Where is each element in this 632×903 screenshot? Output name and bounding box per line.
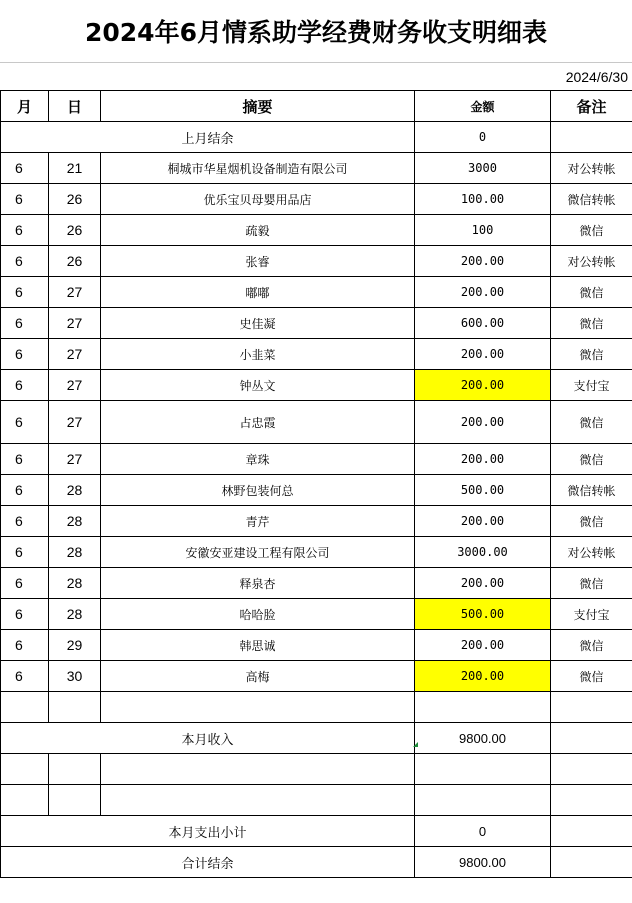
row-note: 对公转帐 <box>551 153 632 184</box>
blank-row <box>1 754 632 785</box>
row-summary: 安徽安亚建设工程有限公司 <box>101 537 415 568</box>
row-amount: 200.00 <box>415 277 551 308</box>
header-row <box>1 91 632 122</box>
blank-summary <box>101 692 415 723</box>
row-amount: 200.00 <box>415 630 551 661</box>
row-note: 微信 <box>551 339 632 370</box>
row-amount: 3000.00 <box>415 537 551 568</box>
row-summary: 占忠霞 <box>101 401 415 444</box>
table-row <box>1 475 632 506</box>
row-month: 6 <box>1 568 49 599</box>
row-day: 27 <box>49 370 101 401</box>
row-note: 微信 <box>551 401 632 444</box>
blank-month <box>1 692 49 723</box>
row-summary: 释泉杏 <box>101 568 415 599</box>
blank-row <box>1 785 632 816</box>
row-month: 6 <box>1 444 49 475</box>
income-row-amount: 9800.00 <box>415 723 551 754</box>
blank-amount <box>415 692 551 723</box>
blank-note <box>551 692 632 723</box>
row-day: 27 <box>49 277 101 308</box>
row-amount: 200.00 <box>415 246 551 277</box>
blank-month <box>1 754 49 785</box>
row-summary: 韩思诚 <box>101 630 415 661</box>
row-note: 微信 <box>551 568 632 599</box>
expense-row-note <box>551 816 632 847</box>
opening-amount: 0 <box>415 122 551 153</box>
header-amount: 金额 <box>415 91 551 122</box>
row-day: 28 <box>49 475 101 506</box>
row-amount: 100.00 <box>415 184 551 215</box>
row-summary: 钟丛文 <box>101 370 415 401</box>
table-row <box>1 401 632 444</box>
row-summary: 高梅 <box>101 661 415 692</box>
table-row <box>1 599 632 630</box>
comment-marker-icon <box>413 742 418 747</box>
table-row <box>1 153 632 184</box>
header-note: 备注 <box>551 91 632 122</box>
expense-row-label: 本月支出小计 <box>1 816 415 847</box>
row-month: 6 <box>1 246 49 277</box>
row-month: 6 <box>1 339 49 370</box>
row-day: 27 <box>49 308 101 339</box>
balance-row-note <box>551 847 632 878</box>
balance-row-label: 合计结余 <box>1 847 415 878</box>
row-month: 6 <box>1 370 49 401</box>
row-amount: 200.00 <box>415 444 551 475</box>
opening-note <box>551 122 632 153</box>
row-note: 支付宝 <box>551 370 632 401</box>
row-month: 6 <box>1 537 49 568</box>
balance-row-amount: 9800.00 <box>415 847 551 878</box>
income-row-label: 本月收入 <box>1 723 415 754</box>
row-day: 21 <box>49 153 101 184</box>
row-note: 微信 <box>551 308 632 339</box>
row-month: 6 <box>1 661 49 692</box>
row-amount: 200.00 <box>415 401 551 444</box>
row-note: 微信 <box>551 506 632 537</box>
row-day: 28 <box>49 599 101 630</box>
row-amount: 3000 <box>415 153 551 184</box>
row-month: 6 <box>1 506 49 537</box>
table-row <box>1 444 632 475</box>
row-note: 对公转帐 <box>551 246 632 277</box>
row-summary: 章珠 <box>101 444 415 475</box>
row-amount: 100 <box>415 215 551 246</box>
row-month: 6 <box>1 401 49 444</box>
table-row <box>1 370 632 401</box>
row-note: 对公转帐 <box>551 537 632 568</box>
row-day: 26 <box>49 246 101 277</box>
blank-day <box>49 692 101 723</box>
blank-amount <box>415 785 551 816</box>
row-month: 6 <box>1 215 49 246</box>
row-day: 29 <box>49 630 101 661</box>
table-row <box>1 246 632 277</box>
header-month: 月 <box>1 91 49 122</box>
table-row <box>1 184 632 215</box>
blank-day <box>49 754 101 785</box>
row-summary: 优乐宝贝母婴用品店 <box>101 184 415 215</box>
row-note: 微信 <box>551 277 632 308</box>
row-month: 6 <box>1 475 49 506</box>
table-row <box>1 215 632 246</box>
blank-month <box>1 785 49 816</box>
row-day: 27 <box>49 444 101 475</box>
table-row <box>1 339 632 370</box>
blank-summary <box>101 785 415 816</box>
row-month: 6 <box>1 153 49 184</box>
row-note: 微信 <box>551 630 632 661</box>
row-month: 6 <box>1 308 49 339</box>
row-summary: 哈哈脸 <box>101 599 415 630</box>
row-amount: 200.00 <box>415 506 551 537</box>
row-day: 28 <box>49 506 101 537</box>
opening-row <box>1 122 632 153</box>
balance-row <box>1 847 632 878</box>
table-row <box>1 661 632 692</box>
row-day: 28 <box>49 537 101 568</box>
row-amount: 200.00 <box>415 370 551 401</box>
blank-row <box>1 692 632 723</box>
blank-amount <box>415 754 551 785</box>
row-summary: 小韭菜 <box>101 339 415 370</box>
row-month: 6 <box>1 630 49 661</box>
report-date: 2024/6/30 <box>565 69 628 85</box>
blank-day <box>49 785 101 816</box>
row-month: 6 <box>1 184 49 215</box>
row-amount: 500.00 <box>415 475 551 506</box>
blank-summary <box>101 754 415 785</box>
row-day: 30 <box>49 661 101 692</box>
row-amount: 200.00 <box>415 661 551 692</box>
row-day: 27 <box>49 401 101 444</box>
table-row <box>1 630 632 661</box>
table-row <box>1 277 632 308</box>
row-summary: 张睿 <box>101 246 415 277</box>
row-day: 26 <box>49 184 101 215</box>
row-summary: 桐城市华星烟机设备制造有限公司 <box>101 153 415 184</box>
blank-note <box>551 754 632 785</box>
row-note: 微信转帐 <box>551 475 632 506</box>
table-row <box>1 537 632 568</box>
row-amount: 200.00 <box>415 568 551 599</box>
row-amount: 500.00 <box>415 599 551 630</box>
row-summary: 史佳凝 <box>101 308 415 339</box>
row-note: 微信转帐 <box>551 184 632 215</box>
row-note: 微信 <box>551 444 632 475</box>
row-summary: 林野包装何总 <box>101 475 415 506</box>
income-row-note <box>551 723 632 754</box>
ledger-table <box>0 90 632 878</box>
page-title: 2024年6月情系助学经费财务收支明细表 <box>0 0 632 63</box>
row-amount: 200.00 <box>415 339 551 370</box>
header-day: 日 <box>49 91 101 122</box>
row-note: 微信 <box>551 215 632 246</box>
blank-note <box>551 785 632 816</box>
table-row <box>1 568 632 599</box>
income-row <box>1 723 632 754</box>
table-row <box>1 308 632 339</box>
row-amount: 600.00 <box>415 308 551 339</box>
row-summary: 疏毅 <box>101 215 415 246</box>
opening-label: 上月结余 <box>1 122 415 153</box>
row-month: 6 <box>1 277 49 308</box>
expense-row <box>1 816 632 847</box>
row-day: 26 <box>49 215 101 246</box>
row-summary: 嘟嘟 <box>101 277 415 308</box>
expense-row-amount: 0 <box>415 816 551 847</box>
table-row <box>1 506 632 537</box>
header-summary: 摘要 <box>101 91 415 122</box>
row-day: 28 <box>49 568 101 599</box>
row-note: 微信 <box>551 661 632 692</box>
row-month: 6 <box>1 599 49 630</box>
row-day: 27 <box>49 339 101 370</box>
row-summary: 青芹 <box>101 506 415 537</box>
row-note: 支付宝 <box>551 599 632 630</box>
